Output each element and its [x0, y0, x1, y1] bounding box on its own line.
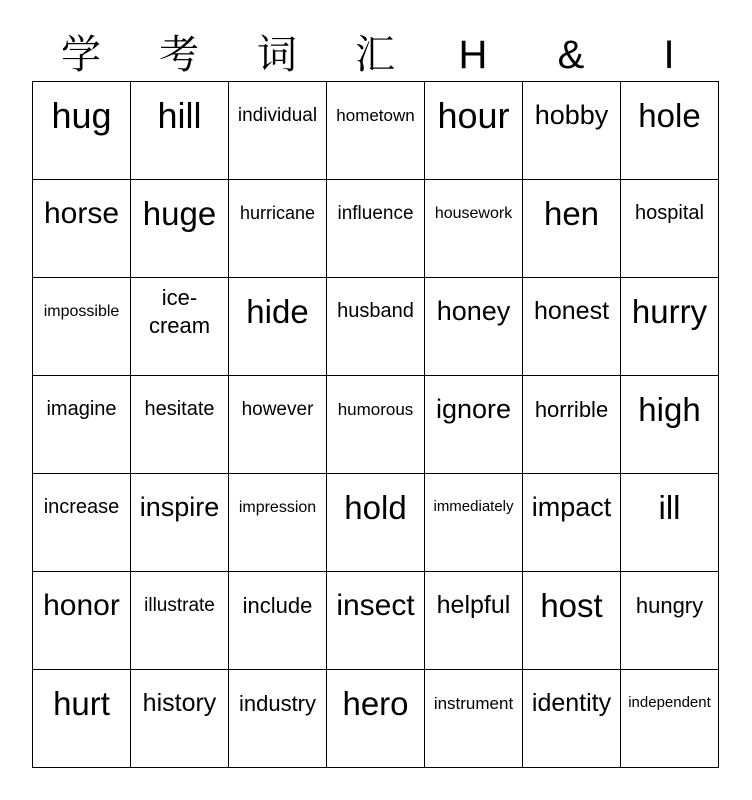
cell-word: impossible [43, 302, 120, 320]
cell-word: imagine [46, 398, 117, 420]
cell-word: honor [43, 588, 120, 622]
header-letter: 汇 [355, 32, 395, 78]
cell-word: hurricane [239, 203, 316, 224]
bingo-cell[interactable] [131, 278, 229, 376]
cell-word: hospital [635, 202, 704, 224]
bingo-cell[interactable] [327, 278, 425, 376]
bingo-cell[interactable] [621, 572, 719, 670]
bingo-cell[interactable] [425, 572, 523, 670]
cell-word: housework [434, 204, 513, 222]
bingo-cell[interactable] [131, 180, 229, 278]
bingo-cell[interactable] [33, 670, 131, 768]
bingo-cell[interactable] [425, 180, 523, 278]
bingo-cell[interactable] [425, 376, 523, 474]
bingo-grid [32, 81, 719, 768]
cell-word: industry [238, 690, 317, 716]
bingo-cell[interactable] [33, 82, 131, 180]
bingo-cell[interactable] [327, 670, 425, 768]
bingo-cell[interactable] [229, 376, 327, 474]
bingo-cell[interactable] [621, 376, 719, 474]
bingo-cell[interactable] [621, 474, 719, 572]
header-letter: I [663, 33, 675, 77]
cell-word: hug [51, 95, 112, 136]
cell-word: individual [237, 104, 318, 126]
bingo-cell[interactable] [131, 670, 229, 768]
bingo-cell[interactable] [229, 572, 327, 670]
bingo-cell[interactable] [327, 474, 425, 572]
cell-word: hen [543, 194, 600, 232]
bingo-cell[interactable] [33, 278, 131, 376]
cell-word: horse [43, 196, 120, 230]
cell-word: helpful [436, 590, 511, 619]
cell-word: include [242, 592, 313, 618]
cell-word: horrible [534, 396, 609, 422]
bingo-cell[interactable] [523, 474, 621, 572]
cell-word: independent [628, 694, 711, 712]
bingo-cell[interactable] [229, 670, 327, 768]
cell-word: insect [336, 588, 415, 622]
bingo-cell[interactable] [131, 82, 229, 180]
bingo-cell[interactable] [33, 376, 131, 474]
cell-word: hometown [336, 105, 415, 125]
bingo-cell[interactable] [523, 180, 621, 278]
bingo-cell[interactable] [229, 474, 327, 572]
bingo-cell[interactable] [425, 474, 523, 572]
cell-word: immediately [433, 498, 514, 516]
bingo-cell[interactable] [131, 572, 229, 670]
cell-word: inspire [139, 491, 220, 522]
cell-word: impression [238, 498, 317, 516]
header-letter: 词 [257, 32, 297, 78]
cell-word: hide [246, 292, 309, 330]
cell-word: host [540, 586, 603, 624]
cell-word: instrument [433, 693, 514, 713]
cell-word: hurry [631, 292, 708, 330]
cell-word: honey [436, 295, 511, 326]
cell-word: however [241, 398, 314, 420]
cell-word: history [142, 688, 217, 717]
header-letter: & [557, 33, 585, 77]
bingo-cell[interactable] [327, 180, 425, 278]
cell-word: hungry [635, 592, 704, 618]
cell-word: ill [658, 488, 681, 526]
card-header [32, 30, 718, 80]
cell-word: high [638, 390, 701, 428]
bingo-cell[interactable] [523, 376, 621, 474]
bingo-cell[interactable] [523, 572, 621, 670]
cell-word: hill [157, 95, 202, 136]
header-letter: 学 [61, 32, 101, 78]
bingo-cell[interactable] [229, 278, 327, 376]
cell-word: husband [337, 300, 414, 322]
cell-word: ice-cream [148, 285, 211, 338]
cell-word: hesitate [144, 398, 215, 420]
cell-word: humorous [337, 399, 414, 419]
header-letter: 考 [159, 32, 199, 78]
cell-word: hole [638, 96, 701, 134]
bingo-cell[interactable] [327, 376, 425, 474]
cell-word: impact [531, 491, 612, 522]
bingo-cell[interactable] [229, 180, 327, 278]
cell-word: influence [337, 202, 414, 224]
cell-word: hurt [53, 684, 110, 722]
bingo-cell[interactable] [621, 278, 719, 376]
bingo-cell[interactable] [425, 278, 523, 376]
bingo-cell[interactable] [33, 180, 131, 278]
bingo-cell[interactable] [523, 670, 621, 768]
bingo-cell[interactable] [621, 82, 719, 180]
bingo-cell[interactable] [131, 474, 229, 572]
bingo-cell[interactable] [33, 572, 131, 670]
bingo-cell[interactable] [425, 670, 523, 768]
bingo-cell[interactable] [229, 82, 327, 180]
bingo-cell[interactable] [523, 278, 621, 376]
bingo-cell[interactable] [131, 376, 229, 474]
bingo-cell[interactable] [621, 670, 719, 768]
header-letter: H [458, 33, 488, 77]
bingo-cell[interactable] [425, 82, 523, 180]
bingo-cell[interactable] [621, 180, 719, 278]
bingo-cell[interactable] [523, 82, 621, 180]
cell-word: identity [531, 688, 612, 717]
cell-word: hobby [534, 99, 609, 130]
cell-word: increase [43, 496, 120, 518]
cell-word: hold [344, 488, 407, 526]
bingo-cell[interactable] [327, 572, 425, 670]
cell-word: hour [437, 95, 510, 136]
bingo-cell[interactable] [33, 474, 131, 572]
cell-word: honest [533, 296, 610, 325]
cell-word: huge [142, 194, 217, 232]
cell-word: hero [342, 684, 409, 722]
cell-word: ignore [435, 393, 512, 424]
bingo-cell[interactable] [327, 82, 425, 180]
cell-word: illustrate [144, 594, 215, 616]
